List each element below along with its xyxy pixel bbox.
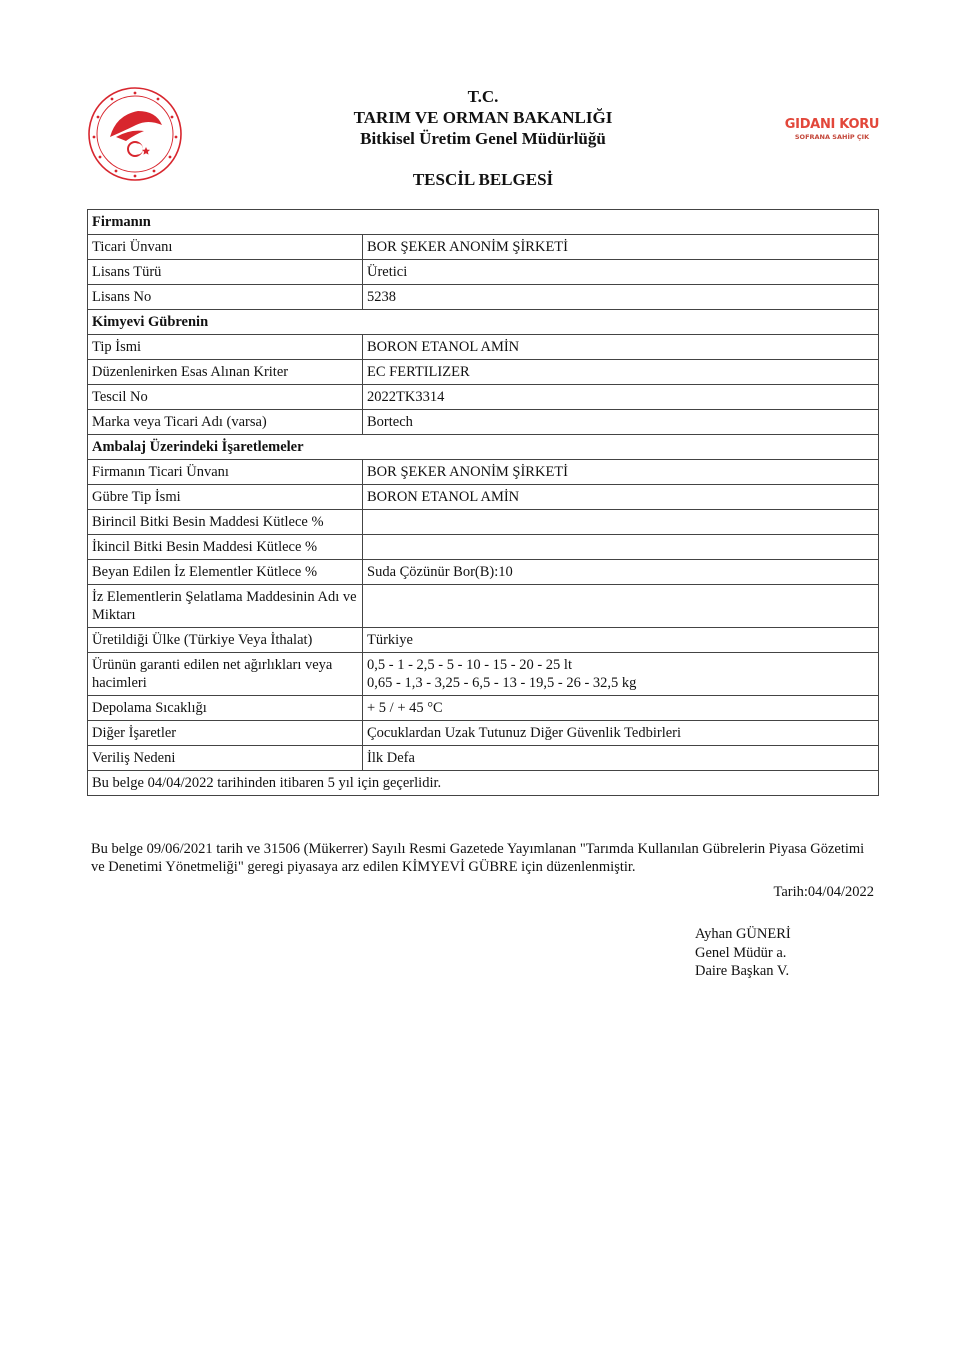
header-ministry-name: TARIM VE ORMAN BAKANLIĞI (353, 108, 613, 127)
weight-values-lt: 0,5 - 1 - 2,5 - 5 - 10 - 15 - 20 - 25 lt (367, 657, 572, 673)
table-row (88, 535, 879, 560)
row-label: Ürünün garanti edilen net ağırlıkları veya hacimleri (88, 653, 363, 696)
row-label: Birincil Bitki Besin Maddesi Kütlece % (88, 510, 363, 535)
table-row (88, 285, 879, 310)
document-header (280, 86, 686, 149)
table-row (88, 653, 879, 696)
validity-row (88, 771, 879, 796)
table-row (88, 485, 879, 510)
section-packaging: Ambalaj Üzerindeki İşaretlemeler (88, 435, 879, 460)
row-value: 5238 (363, 285, 879, 310)
signatory-title: Genel Müdür a. (695, 944, 787, 961)
row-label: Beyan Edilen İz Elementler Kütlece % (88, 560, 363, 585)
row-label: Ticari Ünvanı (88, 235, 363, 260)
row-label: İkincil Bitki Besin Maddesi Kütlece % (88, 535, 363, 560)
table-row (88, 460, 879, 485)
row-value: Türkiye (363, 628, 879, 653)
row-value: Bortech (363, 410, 879, 435)
row-label: Firmanın Ticari Ünvanı (88, 460, 363, 485)
row-value: BOR ŞEKER ANONİM ŞİRKETİ (363, 460, 879, 485)
table-row (88, 410, 879, 435)
row-value: + 5 / + 45 °C (363, 696, 879, 721)
table-row (88, 721, 879, 746)
table-row (88, 260, 879, 285)
row-label: Gübre Tip İsmi (88, 485, 363, 510)
signature-block (695, 925, 791, 981)
row-label: Depolama Sıcaklığı (88, 696, 363, 721)
header-line-tc: T.C. (467, 87, 499, 106)
signatory-role: Daire Başkan V. (695, 963, 790, 979)
row-label: Tip İsmi (88, 335, 363, 360)
row-value: Çocuklardan Uzak Tutunuz Diğer Güvenlik Tedbirleri (363, 721, 879, 746)
section-row (88, 210, 879, 235)
row-value: 2022TK3314 (363, 385, 879, 410)
brand-name: GIDANI KORU (784, 117, 880, 132)
table-row (88, 335, 879, 360)
row-label: İz Elementlerin Şelatlama Maddesinin Adı ve Miktarı (88, 585, 363, 628)
row-value: EC FERTILIZER (363, 360, 879, 385)
row-value (363, 510, 879, 535)
document-title: TESCİL BELGESİ (412, 170, 554, 189)
row-value: İlk Defa (363, 746, 879, 771)
validity-text: Bu belge 04/04/2022 tarihinden itibaren 5 yıl için geçerlidir. (88, 771, 879, 796)
row-label: Lisans No (88, 285, 363, 310)
row-label: Diğer İşaretler (88, 721, 363, 746)
weight-values-kg: 0,65 - 1,3 - 3,25 - 6,5 - 13 - 19,5 - 26 - 32,5 kg (367, 675, 637, 691)
row-label: Veriliş Nedeni (88, 746, 363, 771)
row-value (363, 653, 879, 696)
registration-table (87, 209, 879, 796)
row-label: Üretildiği Ülke (Türkiye Veya İthalat) (88, 628, 363, 653)
regulation-note: Bu belge 09/06/2021 tarih ve 31506 (Mükerrer) Sayılı Resmi Gazetede Yayımlanan "Tarımda Kullanılan Gübrelerin Piyasa Gözetimi ve Denetimi Yönetmeliği" geregi piyasaya arz edilen KİMYEVİ GÜBRE için düzenlenmiştir. (91, 841, 865, 875)
table-row (88, 360, 879, 385)
row-value: BORON ETANOL AMİN (363, 485, 879, 510)
gidani-koru-logo (782, 116, 882, 141)
section-row (88, 435, 879, 460)
row-value: Üretici (363, 260, 879, 285)
row-value: BOR ŞEKER ANONİM ŞİRKETİ (363, 235, 879, 260)
table-row (88, 746, 879, 771)
row-label: Düzenlenirken Esas Alınan Kriter (88, 360, 363, 385)
brand-tagline: SOFRANA SAHİP ÇIK (794, 133, 870, 141)
table-row (88, 585, 879, 628)
section-fertilizer: Kimyevi Gübrenin (88, 310, 879, 335)
row-value: BORON ETANOL AMİN (363, 335, 879, 360)
row-label: Lisans Türü (88, 260, 363, 285)
table-row (88, 696, 879, 721)
signatory-name: Ayhan GÜNERİ (695, 926, 791, 942)
section-firm: Firmanın (88, 210, 879, 235)
table-row (88, 560, 879, 585)
table-row (88, 235, 879, 260)
ministry-seal-icon (86, 85, 184, 183)
section-row (88, 310, 879, 335)
table-row (88, 385, 879, 410)
row-value (363, 585, 879, 628)
row-label: Tescil No (88, 385, 363, 410)
table-row (88, 510, 879, 535)
table-row (88, 628, 879, 653)
document-date: Tarih:04/04/2022 (773, 884, 874, 900)
header-directorate: Bitkisel Üretim Genel Müdürlüğü (360, 129, 606, 148)
row-label: Marka veya Ticari Adı (varsa) (88, 410, 363, 435)
row-value: Suda Çözünür Bor(B):10 (363, 560, 879, 585)
row-value (363, 535, 879, 560)
